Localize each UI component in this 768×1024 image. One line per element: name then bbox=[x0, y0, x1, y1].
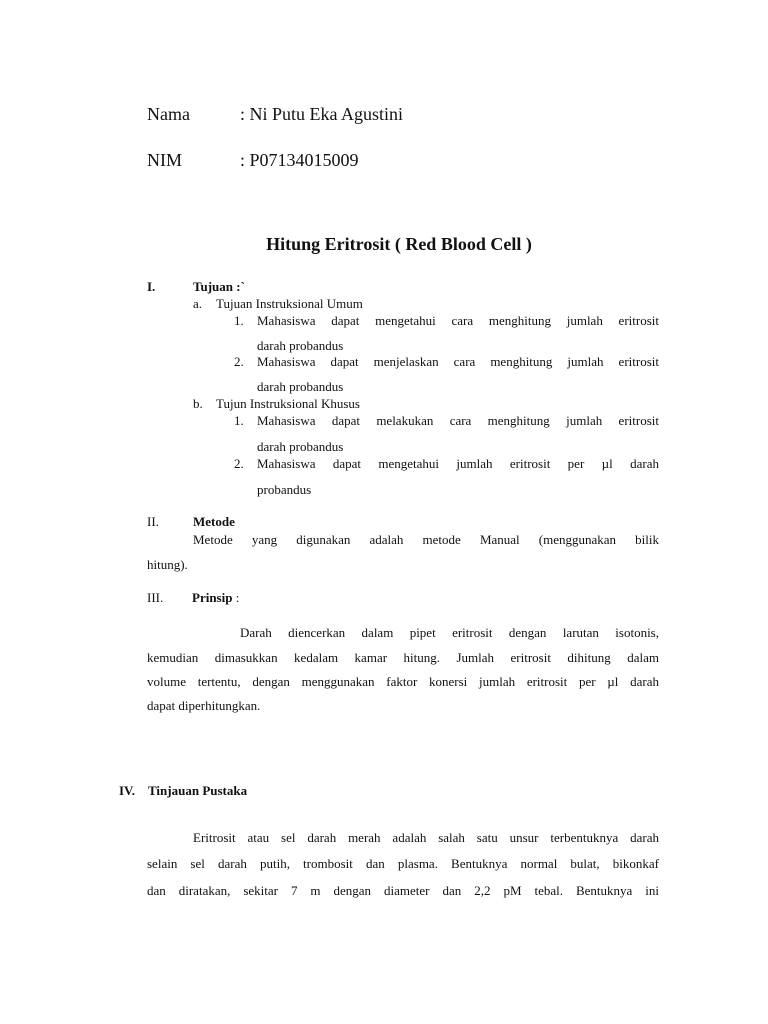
list-a2-number: 2. bbox=[234, 354, 244, 369]
list-b-title: Tujun Instruksional Khusus bbox=[216, 396, 360, 411]
section-3-line2: kemudian dimasukkan kedalam kamar hitung. Jumlah eritrosit dihitung dalam bbox=[147, 650, 659, 665]
list-b1-line2: darah probandus bbox=[257, 439, 344, 454]
section-4-line1: Eritrosit atau sel darah merah adalah salah satu unsur terbentuknya darah bbox=[193, 830, 659, 845]
section-3-line1: Darah diencerkan dalam pipet eritrosit dengan larutan isotonis, bbox=[240, 625, 659, 640]
section-3-colon: : bbox=[232, 590, 240, 605]
list-a2-line2: darah probandus bbox=[257, 379, 344, 394]
section-3-line4: dapat diperhitungkan. bbox=[147, 698, 261, 713]
section-2-line2: hitung). bbox=[147, 557, 188, 572]
nama-label: Nama bbox=[147, 104, 190, 124]
list-a1-line1: Mahasiswa dapat mengetahui cara menghitung jumlah eritrosit bbox=[257, 313, 659, 328]
list-b2-line2: probandus bbox=[257, 482, 312, 497]
list-a1-line2: darah probandus bbox=[257, 338, 344, 353]
list-b-label: b. bbox=[193, 396, 203, 411]
list-a-label: a. bbox=[193, 296, 203, 311]
nim-value: : P07134015009 bbox=[240, 150, 359, 170]
section-3-heading: Prinsip bbox=[192, 590, 233, 605]
section-3-number: III. bbox=[147, 590, 164, 605]
list-b1-line1: Mahasiswa dapat melakukan cara menghitung jumlah eritrosit bbox=[257, 413, 659, 428]
section-2-number: II. bbox=[147, 514, 159, 529]
list-b2-line1: Mahasiswa dapat mengetahui jumlah eritrosit per µl darah bbox=[257, 456, 659, 471]
section-1-heading: Tujuan :` bbox=[193, 279, 245, 294]
nama-value: : Ni Putu Eka Agustini bbox=[240, 104, 404, 124]
section-2-line1: Metode yang digunakan adalah metode Manual (menggunakan bilik bbox=[193, 532, 659, 547]
section-4-number: IV. bbox=[119, 783, 136, 798]
list-a2-line1: Mahasiswa dapat menjelaskan cara menghitung jumlah eritrosit bbox=[257, 354, 659, 369]
section-3-line3: volume tertentu, dengan menggunakan faktor konersi jumlah eritrosit per µl darah bbox=[147, 674, 659, 689]
section-3-heading-line bbox=[192, 590, 239, 606]
list-a-title: Tujuan Instruksional Umum bbox=[216, 296, 363, 311]
section-1-number: I. bbox=[147, 279, 156, 294]
section-2-heading: Metode bbox=[193, 514, 235, 529]
nim-label: NIM bbox=[147, 150, 182, 170]
section-4-line3: dan diratakan, sekitar 7 m dengan diameter dan 2,2 pM tebal. Bentuknya ini bbox=[147, 883, 659, 898]
section-4-heading: Tinjauan Pustaka bbox=[148, 783, 248, 798]
list-b1-number: 1. bbox=[234, 413, 244, 428]
page-title: Hitung Eritrosit ( Red Blood Cell ) bbox=[266, 234, 532, 254]
section-4-line2: selain sel darah putih, trombosit dan plasma. Bentuknya normal bulat, bikonkaf bbox=[147, 856, 659, 871]
list-b2-number: 2. bbox=[234, 456, 244, 471]
list-a1-number: 1. bbox=[234, 313, 244, 328]
